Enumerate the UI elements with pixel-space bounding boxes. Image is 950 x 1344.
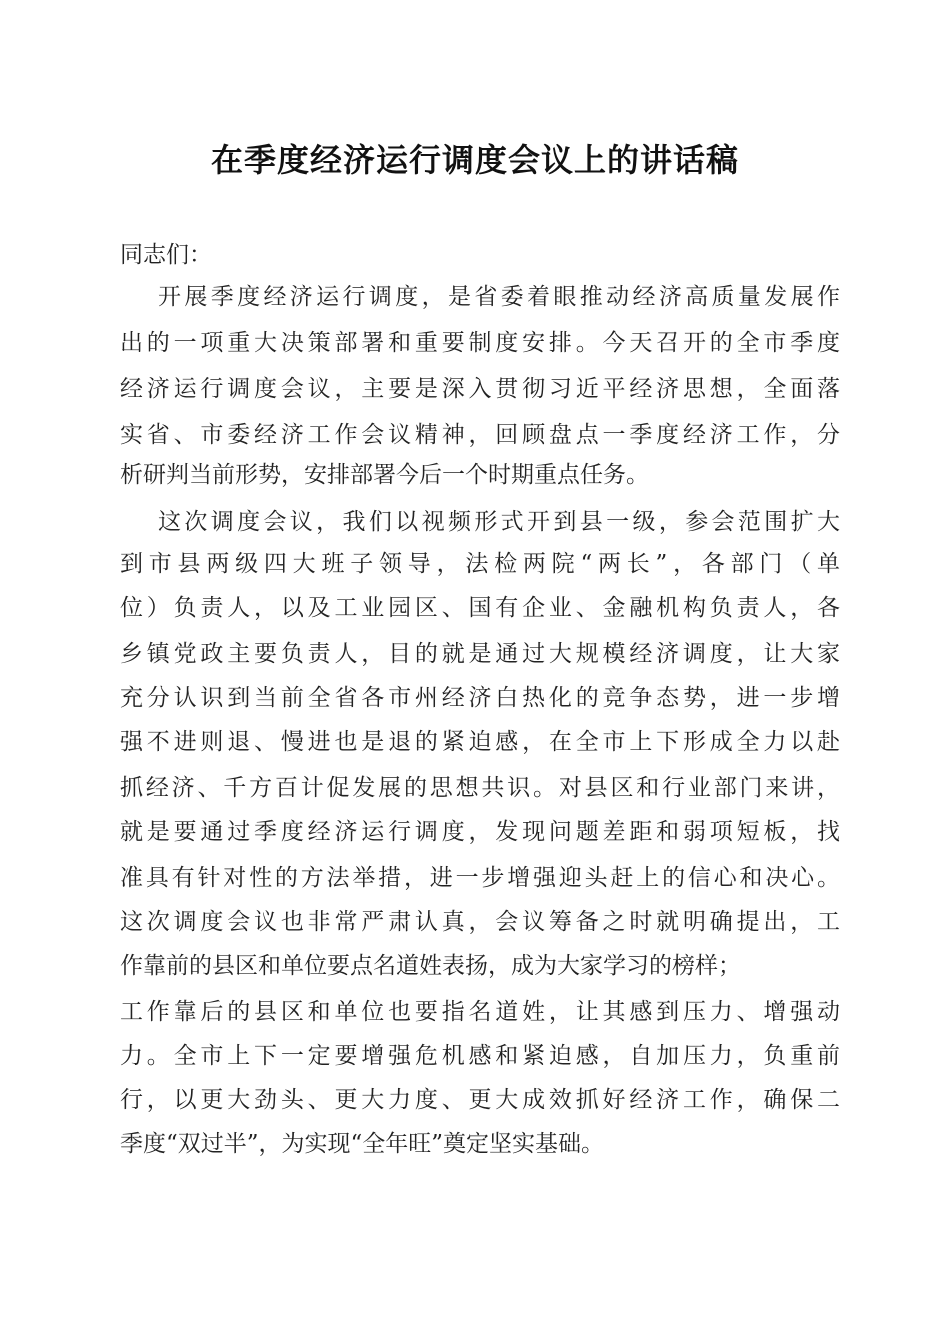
paragraph-2-line: 季度“双过半”，为实现“全年旺”奠定坚实基础。 <box>120 1131 605 1157</box>
paragraph-2-line: 乡镇党政主要负责人，目的就是通过大规模经济调度，让大家 <box>120 641 840 667</box>
paragraph-1-line: 经济运行调度会议，主要是深入贯彻习近平经济思想，全面落 <box>120 376 840 402</box>
paragraph-2-line: 到市县两级四大班子领导，法检两院“两长”，各部门（单 <box>120 551 840 577</box>
paragraph-2-line: 就是要通过季度经济运行调度，发现问题差距和弱项短板，找 <box>120 819 840 845</box>
paragraph-1-line: 析研判当前形势，安排部署今后一个时期重点任务。 <box>120 462 649 488</box>
salutation: 同志们： <box>120 242 212 268</box>
paragraph-2-line: 作靠前的县区和单位要点名道姓表扬，成为大家学习的榜样； <box>120 953 741 979</box>
paragraph-2-line: 工作靠后的县区和单位也要指名道姓，让其感到压力、增强动 <box>120 999 840 1025</box>
paragraph-1-line: 出的一项重大决策部署和重要制度安排。今天召开的全市季度 <box>120 330 840 356</box>
paragraph-1-line: 实省、市委经济工作会议精神，回顾盘点一季度经济工作，分 <box>120 422 840 448</box>
paragraph-2-line: 这次调度会议也非常严肃认真，会议筹备之时就明确提出，工 <box>120 909 840 935</box>
paragraph-2-line: 强不进则退、慢进也是退的紧迫感，在全市上下形成全力以赴 <box>120 729 840 755</box>
paragraph-2-line: 行，以更大劲头、更大力度、更大成效抓好经济工作，确保二 <box>120 1087 840 1113</box>
document-title: 在季度经济运行调度会议上的讲话稿 <box>210 141 739 179</box>
paragraph-2-line: 充分认识到当前全省各市州经济白热化的竞争态势，进一步增 <box>120 685 840 711</box>
paragraph-1-line: 开展季度经济运行调度，是省委着眼推动经济高质量发展作 <box>158 284 840 310</box>
paragraph-2-line: 力。全市上下一定要增强危机感和紧迫感，自加压力，负重前 <box>120 1043 840 1069</box>
paragraph-2-line: 准具有针对性的方法举措，进一步增强迎头赶上的信心和决心。 <box>120 865 840 891</box>
paragraph-2-line: 这次调度会议，我们以视频形式开到县一级，参会范围扩大 <box>158 509 840 535</box>
paragraph-2-line: 抓经济、千方百计促发展的思想共识。对县区和行业部门来讲， <box>120 775 840 801</box>
paragraph-2-line: 位）负责人，以及工业园区、国有企业、金融机构负责人，各 <box>120 595 840 621</box>
